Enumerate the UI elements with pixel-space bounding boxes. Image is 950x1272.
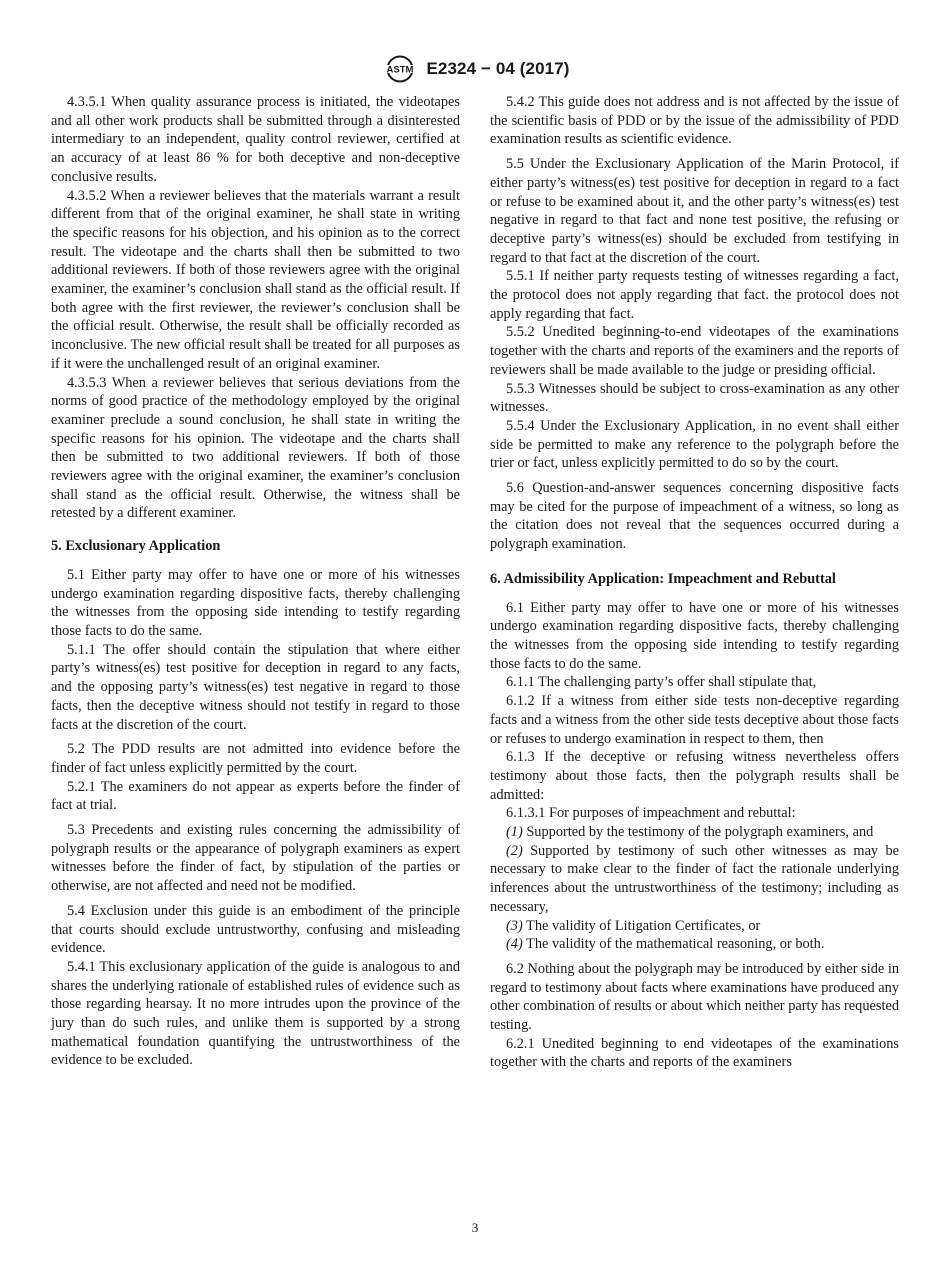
astm-logo-text: ASTM <box>387 64 414 76</box>
paragraph-6-1-3: 6.1.3 If the deceptive or refusing witness nevertheless offers testimony about those facts, then the polygraph results shall be admitted: <box>490 749 899 803</box>
list-item-4 <box>490 935 899 954</box>
paragraph-5-1: 5.1 Either party may offer to have one or more of his witnesses undergo examination regarding dispositive facts, thereby challenging the witnesses from the opposing side intending to testify regarding those facts to do the same. <box>51 566 460 639</box>
right-column <box>490 93 899 1072</box>
paragraph-5-3: 5.3 Precedents and existing rules concerning the admissibility of polygraph results or the appearance of polygraph examiners as expert witnesses before the finder of fact, by stipulation of the parties or otherwise, are not affected and need not be modified. <box>51 822 460 895</box>
paragraph-5-5-1: 5.5.1 If neither party requests testing of witnesses regarding a fact, the protocol does not apply regarding that fact. the protocol does not apply regarding that fact. <box>490 268 899 322</box>
paragraph-5-2-1: 5.2.1 The examiners do not appear as experts before the finder of fact at trial. <box>51 778 460 814</box>
list-item-4-text: The validity of the mathematical reasoning, or both. <box>522 936 825 953</box>
list-item-2-number: (2) <box>506 842 523 859</box>
paragraph-5-6: 5.6 Question-and-answer sequences concerning dispositive facts may be cited for the purpose of impeachment of a witness, so long as the citation does not reveal that the sequences occurred during a polygraph examination. <box>490 480 899 553</box>
paragraph-4-3-5-1: 4.3.5.1 When quality assurance process is initiated, the videotapes and all other work products shall be submitted through a disinterested intermediary to an independent, quality control reviewer, certified at an accuracy of at least 86 % for both deceptive and non-deceptive conclusive results. <box>51 94 460 185</box>
list-item-3 <box>490 917 899 936</box>
paragraph-5-5-2: 5.5.2 Unedited beginning-to-end videotapes of the examinations together with the charts and reports of the examiners and the reports of reviewers shall be made available to the judge or presiding official. <box>490 324 899 378</box>
list-item-1-number: (1) <box>506 824 523 841</box>
paragraph-6-2-1: 6.2.1 Unedited beginning to end videotapes of the examinations together with the charts and reports of the examiners <box>490 1035 899 1071</box>
list-item-3-text: The validity of Litigation Certificates, or <box>522 917 761 934</box>
paragraph-6-1-2: 6.1.2 If a witness from either side tests non-deceptive regarding facts and a witness from the other side tests deceptive about those facts or refuses to undergo examination in respect to them, then <box>490 693 899 747</box>
paragraph-6-1: 6.1 Either party may offer to have one or more of his witnesses undergo examination regarding dispositive facts, thereby challenging the witnesses from the opposing side intending to testify regarding those facts to do the same. <box>490 599 899 672</box>
standard-designation: E2324 − 04 (2017) <box>426 59 570 78</box>
list-item-1-text: Supported by the testimony of the polygraph examiners, and <box>522 824 874 841</box>
paragraph-5-4-2: 5.4.2 This guide does not address and is not affected by the issue of the scientific basis of PDD or by the issue of the admissibility of PDD examination results as scientific evidence. <box>490 94 899 148</box>
paragraph-5-1-1: 5.1.1 The offer should contain the stipulation that where either party’s witness(es) test positive for deception in regard to any facts, and the opposing party’s witness(es) test negative in regard to those facts, then the deceptive witness should not testify in regard to those facts at the discretion of the court. <box>51 641 460 733</box>
left-column <box>51 93 460 1070</box>
paragraph-5-5-3: 5.5.3 Witnesses should be subject to cross-examination as any other witnesses. <box>490 380 899 416</box>
paragraph-4-3-5-3: 4.3.5.3 When a reviewer believes that serious deviations from the norms of good practice of the methodology employed by the original examiner preclude a sound conclusion, he shall state in writing the specific reasons for his opinion. The videotape and the charts shall then be submitted to two additional reviewers. If both of those reviewers agree with the original examiner, the examiner’s conclusion shall stand as the official result. Otherwise, the witness shall be retested by a different examiner. <box>51 374 460 522</box>
page-header <box>0 52 950 86</box>
section-heading-5: 5. Exclusionary Application <box>51 538 221 555</box>
paragraph-5-5-4: 5.5.4 Under the Exclusionary Application, in no event shall either side be permitted to make any reference to the polygraph before the trier or fact, unless explicitly permitted to do so by the court. <box>490 417 899 472</box>
paragraph-6-1-3-1: 6.1.3.1 For purposes of impeachment and rebuttal: <box>506 805 796 822</box>
paragraph-5-4: 5.4 Exclusion under this guide is an embodiment of the principle that courts should exclude untrustworthy, confusing and misleading evidence. <box>51 902 460 957</box>
paragraph-4-3-5-2: 4.3.5.2 When a reviewer believes that the materials warrant a result different from that of the original examiner, he shall state in writing the specific reasons for his objection, and his opinion as to the correct result. The videotape and the charts shall then be submitted to two additional reviewers. If both of those reviewers agree with the original examiner, the examiner’s conclusion shall stand as the official result. If both agree with the first reviewer, the reviewer’s conclusion shall be the official result. Otherwise, the result shall be officially recorded as inconclusive. The new official result shall be treated for all purposes as if it were the unchallenged result of an original examiner. <box>51 187 460 372</box>
astm-logo-icon <box>380 54 420 84</box>
list-item-2 <box>490 842 899 917</box>
list-item-1 <box>490 823 899 842</box>
list-item-3-number: (3) <box>506 917 523 934</box>
paragraph-6-2: 6.2 Nothing about the polygraph may be introduced by either side in regard to testimony about facts where examinations have produced any other combination of results or about which neither party has requested testing. <box>490 960 899 1034</box>
page-number: 3 <box>471 1220 479 1235</box>
paragraph-5-4-1: 5.4.1 This exclusionary application of the guide is analogous to and shares the underlying rationale of established rules of evidence such as those regarding hearsay. It no more intrudes upon the province of the jury than do such rules, and unlike them is supported by a strong mathematical foundation quantifying the untrustworthiness of the evidence to be excluded. <box>51 958 460 1069</box>
list-item-4-number: (4) <box>506 936 523 953</box>
list-item-2-text: Supported by testimony of such other witnesses as may be necessary to make clear to the finder of fact the rationale underlying inferences about the untrustworthiness of the testimony; including as necessary, <box>490 842 899 915</box>
paragraph-6-1-1: 6.1.1 The challenging party’s offer shall stipulate that, <box>506 674 817 691</box>
paragraph-5-2: 5.2 The PDD results are not admitted into evidence before the finder of fact unless explicitly permitted by the court. <box>51 741 460 776</box>
paragraph-5-5: 5.5 Under the Exclusionary Application of the Marin Protocol, if either party’s witness(es) test positive for deception in regard to a fact or refuse to be examined about it, and the other party’s witness(es) test negative in regard to that fact and none test positive, the refusing or deceptive party’s witness(es) should be excluded from testifying in regard to that fact at the discretion of the court. <box>490 156 899 266</box>
section-heading-6: 6. Admissibility Application: Impeachment and Rebuttal <box>490 570 836 587</box>
